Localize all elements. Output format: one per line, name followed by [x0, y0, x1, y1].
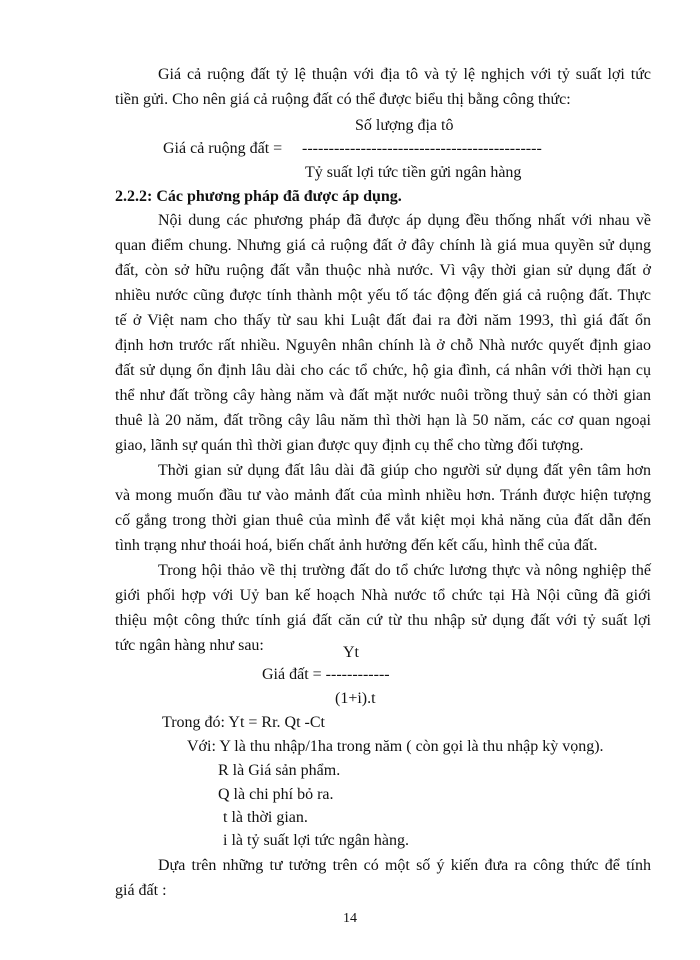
- formula-1-label: Giá cả ruộng đất =: [163, 140, 283, 157]
- formula-1-numerator: Số lượng địa tô: [355, 117, 454, 134]
- paragraph-1-line-1: Giá cả ruộng đất tỷ lệ thuận với địa tô và tỷ lệ nghịch với tỷ suất lợi tức: [158, 66, 651, 83]
- paragraph-5-line-2: giá đất :: [115, 882, 167, 899]
- paragraph-5-line-1: Dựa trên những tư tưởng trên có một số ý kiến đưa ra công thức để tính: [158, 857, 651, 874]
- formula-2-numerator: Yt: [343, 644, 359, 661]
- section-heading: 2.2.2: Các phương pháp đã được áp dụng.: [115, 188, 402, 205]
- paragraph-2-line: tế ở Việt nam cho thấy từ sau khi Luật đất đai ra đời năm 1993, thì giá đất ổn: [115, 312, 651, 329]
- formula-2-label: Giá đất = ------------: [262, 666, 390, 683]
- paragraph-2-line: Nội dung các phương pháp đã được áp dụng đều thống nhất với nhau về: [158, 212, 651, 229]
- paragraph-3-line: và mong muốn đầu tư vào mảnh đất của mình nhiều hơn. Tránh được hiện tượng: [115, 487, 651, 504]
- paragraph-2-line: giao, lãnh sự quán thì thời gian được quy định cụ thể cho từng đối tượng.: [115, 437, 584, 454]
- definition-r: R là Giá sản phẩm.: [218, 762, 341, 779]
- paragraph-2-line: thể như đất trồng cây hàng năm và đất mặt nước nuôi trồng thuỷ sản có thời gian: [115, 387, 651, 404]
- paragraph-2-line: quan điểm chung. Nhưng giá cả ruộng đất ở đây chính là giá mua quyền sử dụng: [115, 237, 651, 254]
- formula-1-bar: ---------------------------------------------: [302, 140, 542, 157]
- paragraph-4-line: tức ngân hàng như sau:: [115, 637, 264, 654]
- formula-2-denominator: (1+i).t: [335, 690, 376, 707]
- paragraph-3-line: tình trạng như thoái hoá, biến chất ảnh hưởng đến kết cấu, hình thể của đất.: [115, 537, 598, 554]
- paragraph-1-line-2: tiền gửi. Cho nên giá cả ruộng đất có thể được biểu thị bằng công thức:: [115, 91, 571, 108]
- paragraph-2-line: nhiều nước cũng được tính thành một yếu tố tác động đến giá cả ruộng đất. Thực: [115, 287, 651, 304]
- definition-y: Với: Y là thu nhập/1ha trong năm ( còn gọi là thu nhập kỳ vọng).: [187, 738, 604, 755]
- paragraph-2-line: đất, còn sở hữu ruộng đất vẫn thuộc nhà nước. Vì vậy thời gian sử dụng đất ở: [115, 262, 651, 279]
- paragraph-2-line: định hơn trước rất nhiều. Nguyên nhân chính là ở chỗ Nhà nước quyết định giao: [115, 337, 651, 354]
- paragraph-4-line: thiệu một công thức tính giá đất căn cứ từ thu nhập sử dụng đất với tỷ suất lợi: [115, 612, 651, 629]
- definition-t: t là thời gian.: [223, 809, 308, 826]
- formula-1-denominator: Tỷ suất lợi tức tiền gửi ngân hàng: [305, 164, 522, 181]
- paragraph-2-line: đất sử dụng ổn định lâu dài cho các tổ chức, hộ gia đình, cá nhân với thời hạn cụ: [115, 362, 651, 379]
- definition-i: i là tỷ suất lợi tức ngân hàng.: [223, 832, 409, 849]
- page-number: 14: [343, 911, 357, 926]
- paragraph-2-line: thuê là 20 năm, đất trồng cây lâu năm thì thời hạn là 50 năm, các cơ quan ngoại: [115, 412, 651, 429]
- paragraph-4-line: giới phối hợp với Uỷ ban kế hoạch Nhà nước tổ chức tại Hà Nội cũng đã giới: [115, 587, 651, 604]
- paragraph-4-line: Trong hội thảo về thị trường đất do tổ chức lương thực và nông nghiệp thế: [158, 562, 651, 579]
- paragraph-3-line: Thời gian sử dụng đất lâu dài đã giúp cho người sử dụng đất yên tâm hơn: [158, 462, 651, 479]
- paragraph-3-line: cố gắng trong thời gian thuê của mình để vắt kiệt mọi khả năng của đất dẫn đến: [115, 512, 651, 529]
- definition-q: Q là chi phí bỏ ra.: [218, 786, 334, 803]
- where-line: Trong đó: Yt = Rr. Qt -Ct: [162, 714, 325, 731]
